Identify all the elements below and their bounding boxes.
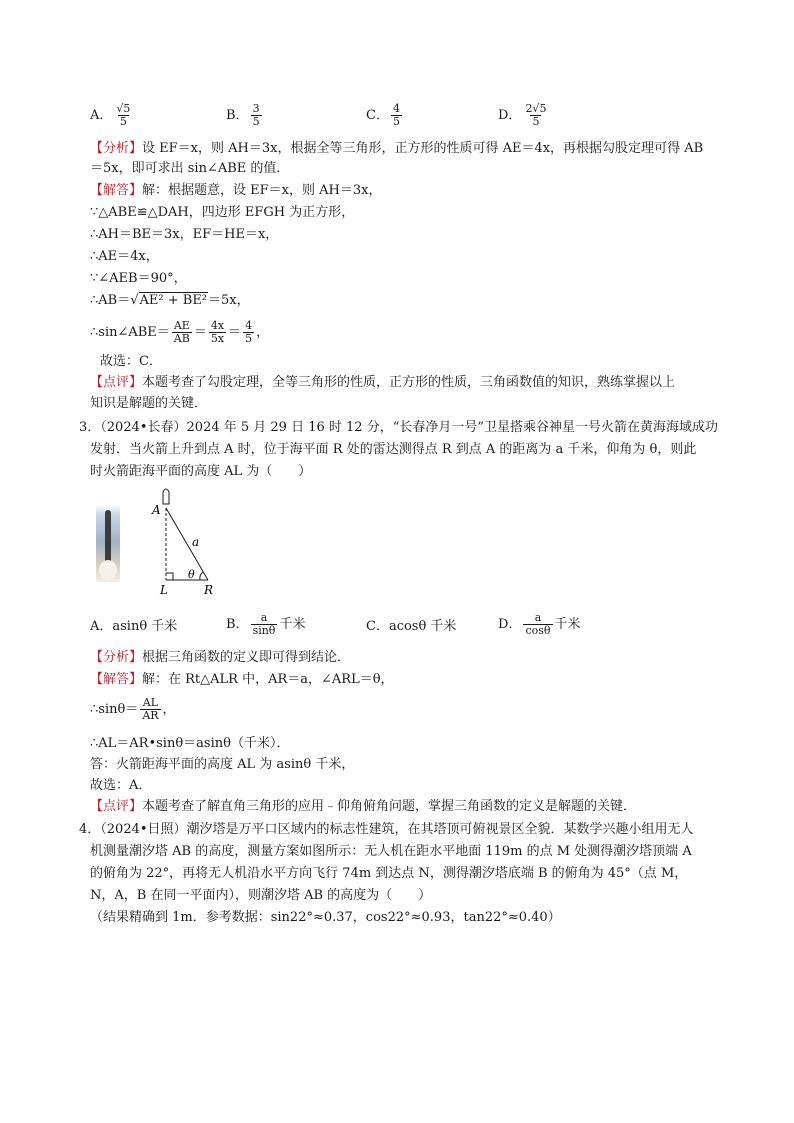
denominator: 5 [252,115,260,128]
choice-c [366,103,404,128]
q2-analysis [90,139,703,159]
denominator: 5 [119,115,127,128]
choice-letter: B． [226,617,249,632]
q3-reply: 答：火箭距海平面的高度 AL 为 asinθ 千米， [90,757,355,772]
text: ∴AB＝ [90,293,131,308]
fraction [391,103,402,128]
smoke-icon [99,560,117,580]
q3-choice-a: A．asinθ 千米 [90,619,178,634]
comment-tag: 【点评】 [90,375,143,390]
analysis-tag: 【分析】 [90,141,143,156]
numerator: AL [142,696,159,709]
choice-letter: D． [498,617,522,632]
q3-answer [90,670,394,690]
label-L: L [160,583,168,597]
q3-comment [90,797,636,817]
text: 解：根据题意，设 EF＝x，则 AH＝3x， [142,183,382,198]
unit: 千米 [554,617,581,632]
choice-a [90,103,134,128]
denominator: AB [173,332,190,345]
q4-stem: N，A，B 在同一平面内），则潮汐塔 AB 的高度为（ ） [90,888,432,903]
fraction [114,103,132,128]
q3-choose: 故选：A． [90,778,152,793]
choice-letter: A． [90,108,113,123]
choice-letter: D． [498,108,522,123]
fraction [251,612,278,637]
denominator: 5 [532,115,540,128]
numerator: AE [173,319,190,332]
sqrt: √AE² + BE² [130,293,208,308]
text: 本题考查了解直角三角形的应用﹣仰角俯角问题，掌握三角函数的定义是解题的关键． [142,799,637,814]
denominator: 5x [210,332,225,345]
q2-answer [90,181,381,201]
choice-b [226,103,264,128]
text: ＝5x，即可求出 sin∠ABE 的值． [90,161,290,176]
text: ， [256,325,270,340]
q3-analysis [90,648,350,668]
label-a: a [192,535,200,549]
fraction [140,697,160,722]
rocket-icon [163,489,169,504]
q4-stem: 4．（2024•日照）潮汐塔是万平口区域内的标志性建筑，在其塔顶可俯视景区全貌．某数学兴趣小组用无人 [79,822,694,837]
q2-step: ∵∠AEB＝90°， [90,271,187,286]
q3-choice-d [498,612,581,637]
choice-letter: B． [226,108,249,123]
denominator: cosθ [525,624,551,637]
answer-tag: 【解答】 [90,183,143,198]
denominator: AR [142,709,159,722]
denominator: sinθ [252,624,276,637]
text: 设 EF＝x，则 AH＝3x，根据全等三角形，正方形的性质可得 AE＝4x，再根据勾股定理可得 AB [142,141,704,156]
q2-step: ∴AE＝4x， [90,249,159,264]
choice-letter: C． [366,108,389,123]
q2-step-pythagoras [90,291,250,311]
q2-choose: 故选：C． [100,354,162,369]
fraction [209,320,226,345]
q2-step-sine: ∴sin∠ABE＝ $\frac{AE}{AB}$ ＝ $\frac{4x}{5x}$ ＝ $\frac{4}{5}$ ， [90,319,270,345]
text: ＝5x， [208,293,250,308]
fraction [523,612,552,637]
text: 本题考查了勾股定理，全等三角形的性质，正方形的性质，三角函数值的知识，熟练掌握以上 [142,375,676,390]
label-theta: θ [188,568,195,581]
numerator: a [534,611,542,624]
numerator: 4x [210,319,225,332]
q2-analysis-cont [90,159,289,179]
q2-comment-cont: 知识是解题的关键． [90,396,208,411]
numerator: 4 [392,102,400,115]
numerator: a [260,611,268,624]
comment-tag: 【点评】 [90,799,143,814]
text: ∴sinθ＝ [90,702,139,717]
denominator: 5 [392,115,400,128]
rocket-triangle-diagram [140,486,230,598]
choice-d [498,103,550,128]
q2-step: ∴AH＝BE＝3x，EF＝HE＝x， [90,227,279,242]
q3-choice-c: C．acosθ 千米 [366,619,457,634]
hypotenuse-AR [166,508,208,580]
numerator: 3 [252,102,260,115]
q3-stem: 发射．当火箭上升到点 A 时，位于海平面 R 处的雷达测得点 R 到点 A 的距离为 a 千米，仰角为 θ，则此 [90,442,697,457]
q4-stem: 机测量潮汐塔 AB 的高度，测量方案如图所示：无人机在距水平地面 119m 的点 M 处测得潮汐塔顶端 A [90,844,692,859]
fraction [523,103,548,128]
label-A: A [152,503,161,517]
text: 解：在 Rt△ALR 中，AR＝a，∠ARL＝θ， [142,672,394,687]
numerator: 4 [245,319,253,332]
q3-step: ∴AL＝AR•sinθ＝asinθ（千米）． [90,736,290,751]
q3-stem: 时火箭距海平面的高度 AL 为（ ） [90,464,312,479]
angle-arc [200,572,203,580]
fraction [251,103,262,128]
fraction [243,320,254,345]
numerator: 2√5 [525,102,547,115]
denominator: 5 [245,332,253,345]
q3-choice-b [226,612,305,637]
q3-sine-step [90,697,176,722]
numerator: √5 [116,102,131,115]
text: ， [162,702,176,717]
rocket-launch-photo [96,500,120,582]
fraction [172,320,192,345]
right-angle-mark [166,573,173,580]
label-R: R [204,583,214,597]
unit: 千米 [279,617,306,632]
q3-stem: 3．（2024•长春）2024 年 5 月 29 日 16 时 12 分，“长春净月一号”卫星搭乘谷神星一号火箭在黄海海域成功 [79,420,718,435]
q2-step: ∵△ABE≌△DAH，四边形 EFGH 为正方形， [90,205,355,220]
q4-stem: （结果精确到 1m．参考数据：sin22°≈0.37，cos22°≈0.93，tan22°≈0.40） [90,910,561,925]
text: ∴sin∠ABE＝ [90,325,170,340]
radicand: AE² + BE² [139,293,208,308]
q2-comment [90,373,675,393]
text: 根据三角函数的定义即可得到结论． [142,650,351,665]
analysis-tag: 【分析】 [90,650,143,665]
rocket-icon [105,510,111,562]
answer-tag: 【解答】 [90,672,143,687]
q4-stem: 的俯角为 22°，再将无人机沿水平方向飞行 74m 到达点 N，测得潮汐塔底端 B 的俯角为 45°（点 M， [90,866,688,881]
